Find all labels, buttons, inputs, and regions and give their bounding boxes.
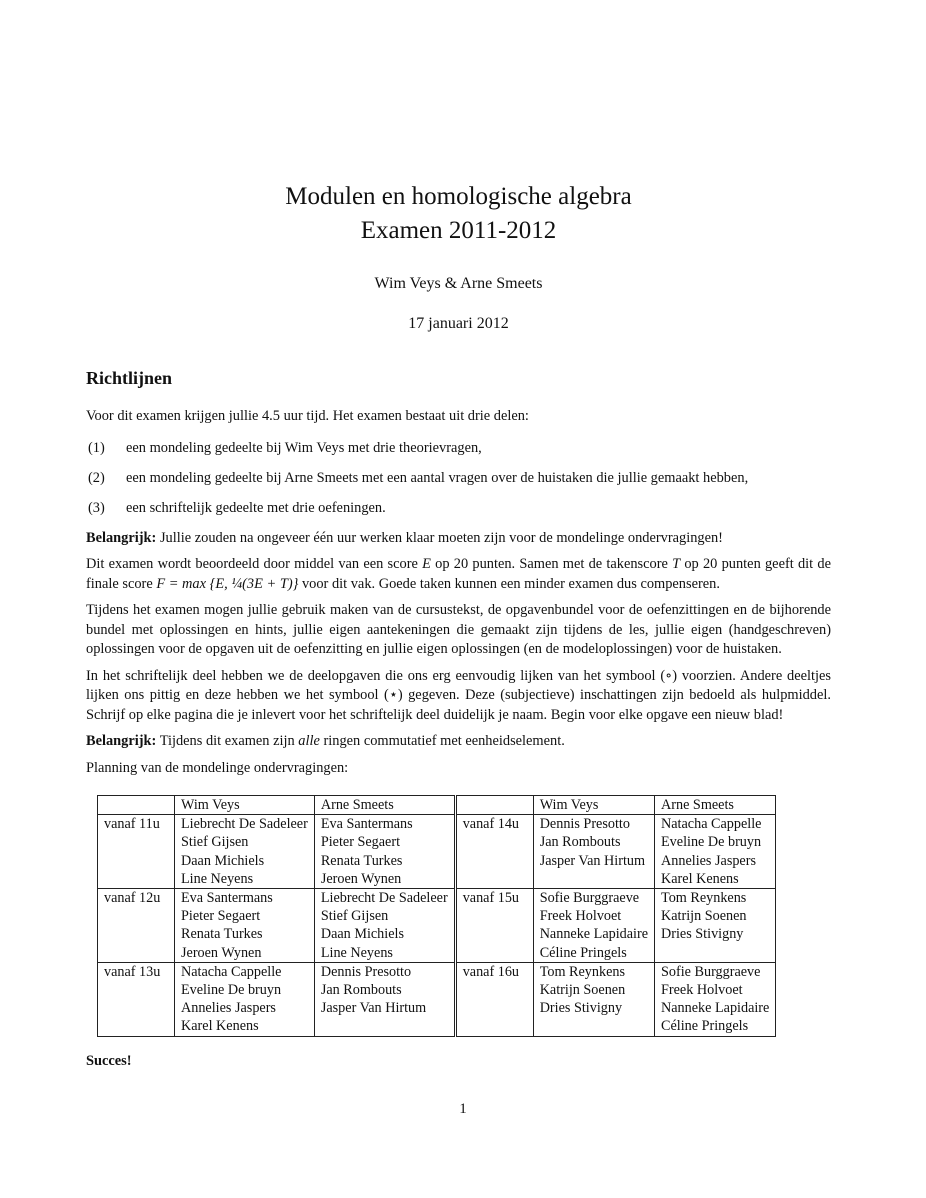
name-cell xyxy=(655,815,776,889)
student-name: Céline Pringels xyxy=(539,944,627,961)
table-row xyxy=(98,815,776,889)
name-cell xyxy=(533,962,654,1036)
score-text-4: voor dit vak. Goede taken kunnen een minder examen dus compenseren. xyxy=(298,575,720,592)
student-name: Stief Gijsen xyxy=(181,834,249,851)
student-name: Natacha Cappelle xyxy=(181,963,282,980)
section-heading: Richtlijnen xyxy=(86,368,173,388)
name-cell xyxy=(314,815,455,889)
name-cell xyxy=(314,889,455,963)
belangrijk-text: Jullie zouden na ongeveer één uur werken klaar moeten zijn voor de mondelinge ondervragingen! xyxy=(156,529,723,546)
student-name: Natacha Cappelle xyxy=(661,816,762,833)
course-title: Modulen en homologische algebra xyxy=(285,183,632,210)
student-name: Liebrecht De Sadeleer xyxy=(320,890,448,907)
page-number: 1 xyxy=(459,1101,467,1117)
student-name: Stief Gijsen xyxy=(320,908,389,925)
name-cell xyxy=(314,962,455,1036)
student-name: Karel Kenens xyxy=(661,870,739,887)
list-text: een mondeling gedeelte bij Wim Veys met drie theorievragen, xyxy=(126,439,482,456)
exam-date: 17 januari 2012 xyxy=(408,315,509,332)
table-header-cell: Wim Veys xyxy=(175,796,315,815)
authors: Wim Veys & Arne Smeets xyxy=(374,275,543,292)
belangrijk-label: Belangrijk: xyxy=(86,529,157,546)
title-block xyxy=(86,180,831,334)
table-header-row xyxy=(98,796,776,815)
score-text-2: op 20 punten. Samen met de takenscore xyxy=(430,556,673,572)
time-slot: vanaf 14u xyxy=(455,815,533,889)
student-name: Jeroen Wynen xyxy=(181,944,262,961)
time-slot: vanaf 11u xyxy=(98,815,175,889)
student-name: Dennis Presotto xyxy=(539,816,630,833)
score-variable-e: E xyxy=(422,556,431,572)
student-name: Eva Santermans xyxy=(181,890,273,907)
student-name: Jasper Van Hirtum xyxy=(539,852,646,869)
intro-paragraph: Voor dit examen krijgen jullie 4.5 uur tijd. Het examen bestaat uit drie delen: xyxy=(86,408,529,424)
student-name: Katrijn Soenen xyxy=(539,982,626,999)
student-name: Nanneke Lapidaire xyxy=(539,926,649,943)
time-slot: vanaf 13u xyxy=(98,962,175,1036)
time-slot: vanaf 16u xyxy=(455,962,533,1036)
name-cell xyxy=(655,962,776,1036)
student-name: Katrijn Soenen xyxy=(661,908,747,925)
score-text-3: op 20 punten geeft dit de finale score xyxy=(86,556,831,592)
student-name: Tom Reynkens xyxy=(661,890,747,907)
table-header-empty xyxy=(455,796,533,815)
schedule-table xyxy=(97,795,776,1037)
list-number: (3) xyxy=(88,499,105,516)
list-item xyxy=(86,469,831,488)
exam-title: Examen 2011-2012 xyxy=(360,217,557,244)
table-header-cell: Arne Smeets xyxy=(314,796,455,815)
table-header-cell: Arne Smeets xyxy=(655,796,776,815)
name-cell xyxy=(175,962,315,1036)
student-name: Dries Stivigny xyxy=(539,1000,623,1017)
list-text: een mondeling gedeelte bij Arne Smeets met een aantal vragen over de huistaken die jullie gemaakt hebben, xyxy=(126,469,749,486)
student-name: Daan Michiels xyxy=(320,926,404,943)
exam-page xyxy=(86,180,831,1070)
belangrijk-paragraph-1 xyxy=(86,529,831,549)
student-name: Jan Rombouts xyxy=(539,834,621,851)
student-name: Annelies Jaspers xyxy=(181,1000,276,1017)
table-header-cell: Wim Veys xyxy=(533,796,654,815)
name-cell xyxy=(655,889,776,963)
table-row xyxy=(98,962,776,1036)
student-name: Jeroen Wynen xyxy=(320,870,402,887)
student-name: Jasper Van Hirtum xyxy=(320,1000,427,1017)
student-name: Line Neyens xyxy=(181,870,254,887)
allowed-materials-paragraph: Tijdens het examen mogen jullie gebruik maken van de cursustekst, de opgavenbundel voor de oefenzittingen en de bijhorende bundel met oplossingen en hints, jullie eigen aantekeningen die gemaakt zijn tijdens de les, jullie eigen (handgeschreven) oplossingen voor de opgaven uit de oefenzitting en jullie eigen oplossingen (en de modeloplossingen) voor de huistaken. xyxy=(86,602,831,657)
list-item xyxy=(86,499,831,518)
student-name: Freek Holvoet xyxy=(661,982,743,999)
name-cell xyxy=(533,889,654,963)
student-name: Eveline De bruyn xyxy=(661,834,762,851)
list-text: een schriftelijk gedeelte met drie oefeningen. xyxy=(126,499,386,516)
belangrijk-text-pre: Tijdens dit examen zijn xyxy=(156,733,299,749)
time-slot: vanaf 15u xyxy=(455,889,533,963)
closing-text: Succes! xyxy=(86,1052,132,1069)
list-number: (1) xyxy=(88,439,105,456)
belangrijk-label: Belangrijk: xyxy=(86,733,157,749)
belangrijk-paragraph-2 xyxy=(86,732,831,752)
written-part-paragraph: In het schriftelijk deel hebben we de deelopgaven die ons erg eenvoudig lijken van het symbool (∘) voorzien. Andere deeltjes lijken ons pittig en deze hebben we het symbool (⋆) gegeven. Deze (subjectieve) inschattingen zijn bedoeld als hulpmiddel. Schrijf op elke pagina die je inlevert voor het schriftelijk deel duidelijk je naam. Begin voor elke opgave een nieuw blad! xyxy=(86,667,831,723)
student-name: Jan Rombouts xyxy=(320,982,402,999)
student-name: Dennis Presotto xyxy=(320,963,412,980)
student-name: Tom Reynkens xyxy=(539,963,625,980)
student-name: Eveline De bruyn xyxy=(181,982,282,999)
planning-intro: Planning van de mondelinge ondervragingen: xyxy=(86,759,349,776)
student-name: Renata Turkes xyxy=(181,926,263,943)
name-cell xyxy=(175,815,315,889)
student-name: Annelies Jaspers xyxy=(661,852,756,869)
name-cell xyxy=(175,889,315,963)
time-slot: vanaf 12u xyxy=(98,889,175,963)
student-name: Renata Turkes xyxy=(320,852,403,869)
name-cell xyxy=(533,815,654,889)
student-name: Eva Santermans xyxy=(320,816,413,833)
student-name: Freek Holvoet xyxy=(539,908,622,925)
student-name: Sofie Burggraeve xyxy=(539,890,640,907)
belangrijk-emphasis: alle xyxy=(298,733,320,749)
table-header-empty xyxy=(98,796,175,815)
student-name: Liebrecht De Sadeleer xyxy=(181,816,308,833)
score-paragraph xyxy=(86,555,831,594)
exam-parts-list xyxy=(86,439,831,518)
score-text-1: Dit examen wordt beoordeeld door middel van een score xyxy=(86,556,423,572)
list-number: (2) xyxy=(88,469,105,486)
student-name: Sofie Burggraeve xyxy=(661,963,761,980)
student-name: Dries Stivigny xyxy=(661,926,744,943)
student-name: Nanneke Lapidaire xyxy=(661,1000,770,1017)
student-name: Pieter Segaert xyxy=(320,834,401,851)
student-name: Karel Kenens xyxy=(181,1018,259,1035)
list-item xyxy=(86,439,831,458)
student-name: Céline Pringels xyxy=(661,1018,749,1035)
student-name: Pieter Segaert xyxy=(181,908,261,925)
table-row xyxy=(98,889,776,963)
score-variable-t: T xyxy=(672,556,681,572)
score-formula: F = max {E, ¼(3E + T)} xyxy=(156,575,299,592)
student-name: Daan Michiels xyxy=(181,852,265,869)
belangrijk-text-post: ringen commutatief met eenheidselement. xyxy=(319,733,565,749)
student-name: Line Neyens xyxy=(320,944,393,961)
